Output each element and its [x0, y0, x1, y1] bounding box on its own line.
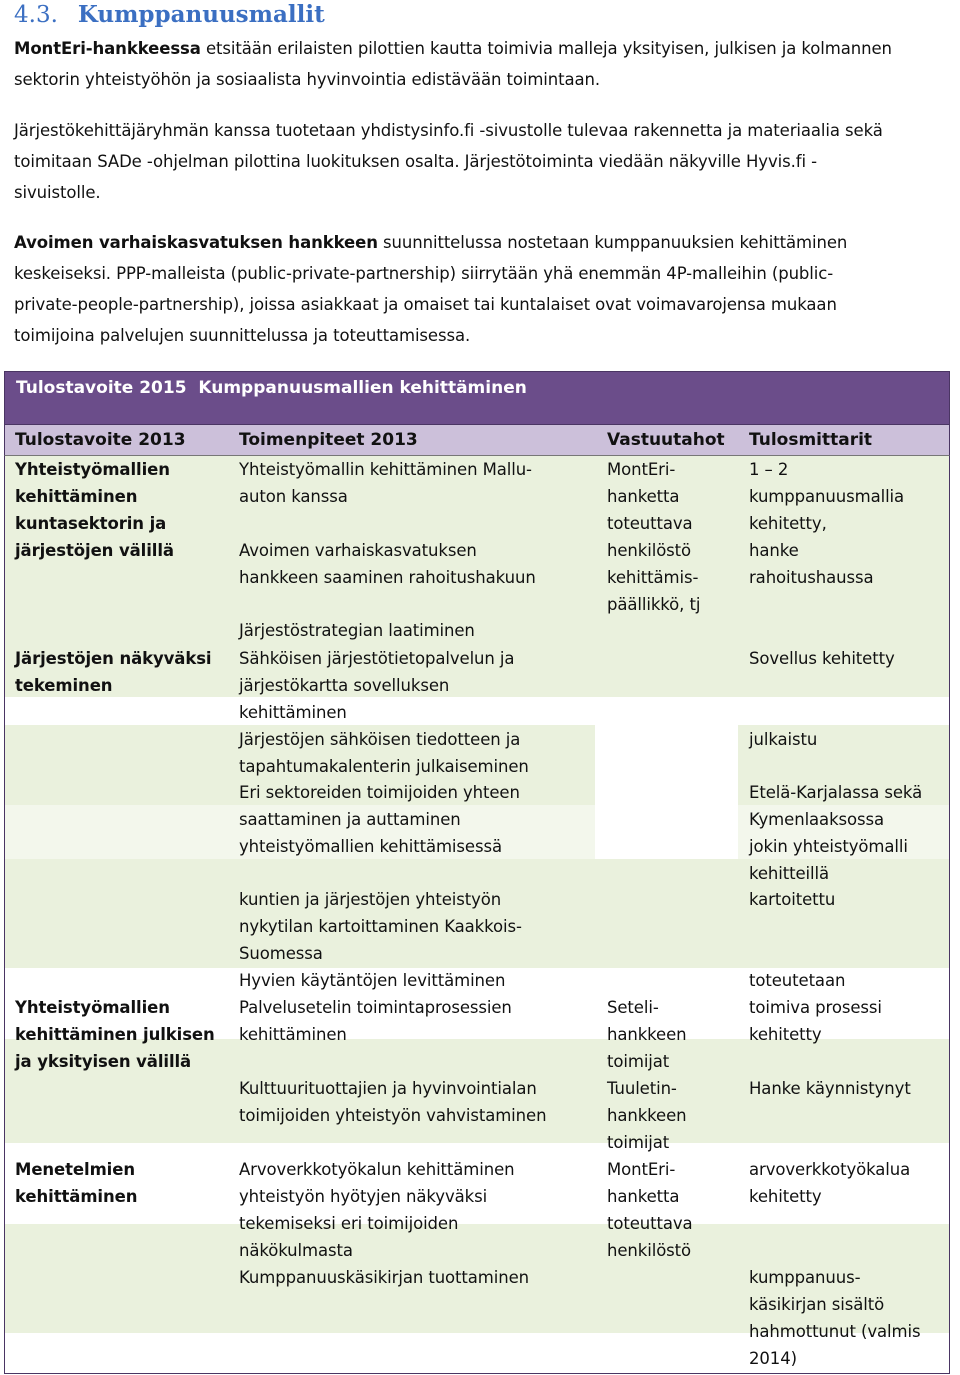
- action-cell: [239, 617, 599, 644]
- cell-line: Palvelusetelin toimintaprosessien: [239, 998, 512, 1017]
- cell-line: Yhteistyömallin kehittäminen Mallu-: [239, 460, 532, 479]
- table-header-row: [4, 425, 950, 455]
- cell-line: Suomessa: [239, 944, 323, 963]
- cell-line: toteuttava: [607, 1214, 693, 1233]
- cell-line: Menetelmien: [15, 1160, 135, 1179]
- paragraph-text: sektorin yhteistyöhön ja sosiaalista hyvinvointia edistävään toimintaan.: [14, 70, 601, 89]
- metric-cell: [749, 779, 949, 887]
- cell-line: arvoverkkotyökalua: [749, 1160, 911, 1179]
- cell-line: kuntien ja järjestöjen yhteistyön: [239, 890, 502, 909]
- cell-line: kehittäminen: [239, 1025, 347, 1044]
- cell-line: tekemiseksi eri toimijoiden: [239, 1214, 459, 1233]
- action-cell: [239, 537, 599, 591]
- cell-line: yhteistyömallien kehittämisessä: [239, 837, 502, 856]
- paragraph-bold-lead: MontEri-hankkeessa: [14, 39, 201, 58]
- table-title-bar: [4, 371, 950, 425]
- cell-line: Kulttuurituottajien ja hyvinvointialan: [239, 1079, 537, 1098]
- cell-line: Hanke käynnistynyt: [749, 1079, 911, 1098]
- cell-line: hankkeen saaminen rahoitushakuun: [239, 568, 536, 587]
- cell-line: Hyvien käytäntöjen levittäminen: [239, 971, 506, 990]
- cell-line: auton kanssa: [239, 487, 348, 506]
- action-cell: [239, 886, 599, 967]
- metric-cell: [749, 994, 949, 1048]
- paragraph-text: keskeiseksi. PPP-malleista (public-private-partnership) siirrytään yhä enemmän 4P-malleihin (public-: [14, 264, 834, 283]
- cell-line: kehittäminen: [15, 1187, 138, 1206]
- action-cell: [239, 1156, 599, 1264]
- header-metrics: Tulosmittarit: [749, 430, 873, 450]
- cell-line: päällikkö, tj: [607, 595, 701, 614]
- goal-cell: [15, 456, 230, 564]
- cell-line: Kumppanuuskäsikirjan tuottaminen: [239, 1268, 530, 1287]
- paragraph-text: toimijoina palvelujen suunnittelussa ja toteuttamisessa.: [14, 326, 471, 345]
- paragraph-text: suunnittelussa nostetaan kumppanuuksien kehittäminen: [377, 233, 848, 252]
- cell-line: Kymenlaaksossa: [749, 810, 885, 829]
- cell-line: kehittäminen: [15, 487, 138, 506]
- cell-line: järjestöjen välillä: [15, 541, 174, 560]
- cell-line: hanketta: [607, 1187, 680, 1206]
- cell-line: yhteistyön hyötyjen näkyväksi: [239, 1187, 488, 1206]
- cell-line: kehittäminen julkisen: [15, 1025, 215, 1044]
- cell-line: hankkeen: [607, 1106, 687, 1125]
- cell-line: kehitetty,: [749, 514, 827, 533]
- action-cell: [239, 1075, 599, 1129]
- cell-line: Seteli-: [607, 998, 659, 1017]
- cell-line: kehitteillä: [749, 864, 830, 883]
- cell-line: Järjestöjen sähköisen tiedotteen ja: [239, 730, 521, 749]
- action-cell: [239, 1264, 599, 1291]
- goals-table: [4, 371, 950, 1374]
- paragraph-monteri: [14, 33, 960, 95]
- cell-line: toteutetaan: [749, 971, 846, 990]
- cell-line: hanke: [749, 541, 799, 560]
- section-number: 4.3.: [14, 2, 58, 28]
- cell-line: Järjestöstrategian laatiminen: [239, 621, 475, 640]
- cell-line: toteuttava: [607, 514, 693, 533]
- responsible-cell: [607, 1075, 742, 1156]
- paragraph-text: sivuistolle.: [14, 183, 101, 202]
- metric-cell: [749, 1264, 949, 1372]
- cell-line: järjestökartta sovelluksen: [239, 676, 450, 695]
- cell-line: saattaminen ja auttaminen: [239, 810, 461, 829]
- cell-line: Sovellus kehitetty: [749, 649, 895, 668]
- cell-line: 2014): [749, 1349, 797, 1368]
- metric-cell: [749, 967, 949, 994]
- cell-line: julkaistu: [749, 730, 818, 749]
- table-title: Tulostavoite 2015 Kumppanuusmallien kehittäminen: [16, 378, 527, 398]
- section-title: Kumppanuusmallit: [77, 1, 325, 28]
- metric-cell: [749, 1075, 949, 1102]
- cell-line: kumppanuus-: [749, 1268, 861, 1287]
- cell-line: kehittämis-: [607, 568, 699, 587]
- cell-line: henkilöstö: [607, 541, 692, 560]
- cell-line: hanketta: [607, 487, 680, 506]
- responsible-cell: [607, 1156, 742, 1264]
- action-cell: [239, 779, 599, 860]
- paragraph-text: private-people-partnership), joissa asiakkaat ja omaiset tai kuntalaiset ovat voimavarojensa mukaan: [14, 295, 837, 314]
- cell-line: rahoitushaussa: [749, 568, 874, 587]
- metric-cell: [749, 726, 949, 753]
- goal-cell: [15, 1156, 230, 1210]
- cell-line: kartoitettu: [749, 890, 836, 909]
- cell-line: käsikirjan sisältö: [749, 1295, 885, 1314]
- paragraph-varhaiskasvatus: [14, 227, 960, 351]
- cell-line: toimijat: [607, 1052, 670, 1071]
- section-heading: [14, 0, 325, 30]
- cell-line: Avoimen varhaiskasvatuksen: [239, 541, 477, 560]
- cell-line: 1 – 2: [749, 460, 789, 479]
- metric-cell: [749, 1156, 949, 1210]
- paragraph-jarjesto: [14, 115, 960, 208]
- action-cell: [239, 994, 599, 1048]
- cell-line: jokin yhteistyömalli: [749, 837, 908, 856]
- metric-cell: [749, 886, 949, 913]
- action-cell: [239, 967, 599, 994]
- cell-line: hankkeen: [607, 1025, 687, 1044]
- cell-line: toimijoiden yhteistyön vahvistaminen: [239, 1106, 547, 1125]
- cell-line: Eri sektoreiden toimijoiden yhteen: [239, 783, 520, 802]
- header-goal-2013: Tulostavoite 2013: [15, 430, 186, 450]
- paragraph-bold-lead: Avoimen varhaiskasvatuksen hankkeen: [14, 233, 378, 252]
- cell-line: Arvoverkkotyökalun kehittäminen: [239, 1160, 515, 1179]
- cell-line: ja yksityisen välillä: [15, 1052, 192, 1071]
- goal-cell: [15, 645, 230, 699]
- metric-cell: [749, 645, 949, 672]
- paragraph-text: etsitään erilaisten pilottien kautta toimivia malleja yksityisen, julkisen ja kolmannen: [200, 39, 892, 58]
- responsible-cell: [607, 456, 742, 618]
- action-cell: [239, 645, 599, 726]
- cell-line: Tuuletin-: [607, 1079, 677, 1098]
- action-cell: [239, 456, 599, 510]
- cell-line: Sähköisen järjestötietopalvelun ja: [239, 649, 515, 668]
- cell-line: näkökulmasta: [239, 1241, 353, 1260]
- header-actions-2013: Toimenpiteet 2013: [239, 430, 418, 450]
- metric-cell: [749, 456, 949, 591]
- cell-line: toimiva prosessi: [749, 998, 882, 1017]
- cell-line: Yhteistyömallien: [15, 460, 170, 479]
- cell-line: tekeminen: [15, 676, 113, 695]
- paragraph-text: Järjestökehittäjäryhmän kanssa tuotetaan yhdistysinfo.fi -sivustolle tulevaa rakennetta ja materiaalia sekä: [14, 121, 883, 140]
- cell-line: hahmottunut (valmis: [749, 1322, 921, 1341]
- cell-line: Etelä-Karjalassa sekä: [749, 783, 923, 802]
- cell-line: nykytilan kartoittaminen Kaakkois-: [239, 917, 522, 936]
- action-cell: [239, 726, 599, 780]
- cell-line: kehitetty: [749, 1025, 822, 1044]
- cell-line: MontEri-: [607, 1160, 676, 1179]
- goal-cell: [15, 994, 230, 1075]
- header-responsible: Vastuutahot: [607, 430, 725, 450]
- responsible-cell: [607, 994, 742, 1075]
- paragraph-text: toimitaan SADe -ohjelman pilottina luokituksen osalta. Järjestötoiminta viedään näkyville Hyvis.fi -: [14, 152, 817, 171]
- cell-line: kuntasektorin ja: [15, 514, 167, 533]
- cell-line: kehitetty: [749, 1187, 822, 1206]
- table-body: [4, 455, 950, 1374]
- cell-line: MontEri-: [607, 460, 676, 479]
- cell-line: kumppanuusmallia: [749, 487, 905, 506]
- cell-line: tapahtumakalenterin julkaiseminen: [239, 757, 529, 776]
- cell-line: Yhteistyömallien: [15, 998, 170, 1017]
- cell-line: toimijat: [607, 1133, 670, 1152]
- cell-line: Järjestöjen näkyväksi: [15, 649, 212, 668]
- cell-line: henkilöstö: [607, 1241, 692, 1260]
- cell-line: kehittäminen: [239, 703, 347, 722]
